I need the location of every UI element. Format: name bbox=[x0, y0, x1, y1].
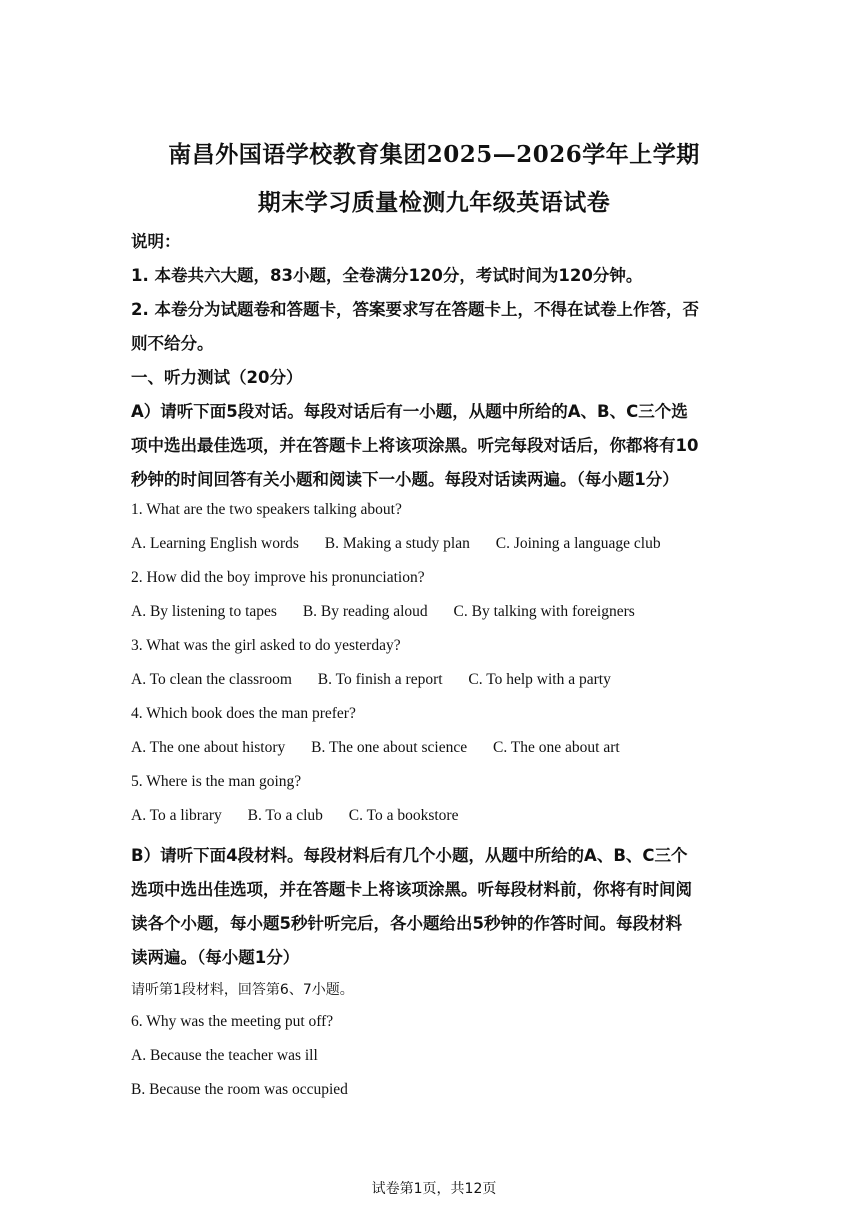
partA-instructions-line2: 项中选出最佳选项，并在答题卡上将该项涂黑。听完每段对话后，你都将有10 bbox=[131, 436, 699, 455]
partB-instructions-line4: 读两遍。（每小题1分） bbox=[131, 948, 300, 967]
instruction-item-2-line1: 2. 本卷分为试题卷和答题卡，答案要求写在答题卡上，不得在试卷上作答，否 bbox=[131, 300, 699, 319]
instruction-item-2-line2: 则不给分。 bbox=[131, 334, 214, 353]
option-c: C. To help with a party bbox=[468, 671, 611, 688]
question-5-options bbox=[131, 807, 480, 825]
question-6-option-b: B. Because the room was occupied bbox=[131, 1081, 348, 1098]
exam-title-line1: 南昌外国语学校教育集团2025—2026学年上学期 bbox=[168, 141, 700, 168]
option-a: A. By listening to tapes bbox=[131, 603, 277, 620]
partB-instructions-line2: 选项中选出佳选项，并在答题卡上将该项涂黑。听每段材料前，你将有时间阅 bbox=[131, 880, 692, 899]
question-2: 2. How did the boy improve his pronunciation? bbox=[131, 569, 425, 586]
question-2-options bbox=[131, 603, 657, 621]
option-a: A. The one about history bbox=[131, 739, 286, 756]
option-c: C. By talking with foreigners bbox=[453, 603, 635, 620]
question-6-option-a: A. Because the teacher was ill bbox=[131, 1047, 318, 1064]
instructions-label: 说明： bbox=[131, 232, 181, 251]
question-5: 5. Where is the man going? bbox=[131, 773, 302, 790]
section-title-listening: 一、听力测试（20分） bbox=[131, 368, 303, 387]
exam-title-line2: 期末学习质量检测九年级英语试卷 bbox=[257, 189, 611, 216]
option-b: B. To a club bbox=[247, 807, 323, 824]
question-3: 3. What was the girl asked to do yesterday? bbox=[131, 637, 401, 654]
partB-instructions-line3: 读各个小题，每小题5秒针听完后，各小题给出5秒钟的作答时间。每段材料 bbox=[131, 914, 682, 933]
question-1: 1. What are the two speakers talking about? bbox=[131, 501, 402, 518]
option-a: A. To clean the classroom bbox=[131, 671, 292, 688]
option-a: A. Learning English words bbox=[131, 535, 299, 552]
option-b: B. By reading aloud bbox=[302, 603, 428, 620]
option-c: C. To a bookstore bbox=[348, 807, 459, 824]
question-4-options bbox=[131, 739, 642, 757]
question-1-options bbox=[131, 535, 683, 553]
question-6: 6. Why was the meeting put off? bbox=[131, 1013, 334, 1030]
option-b: B. Making a study plan bbox=[324, 535, 470, 552]
question-3-options bbox=[131, 671, 633, 689]
partA-instructions-line1: A）请听下面5段对话。每段对话后有一小题，从题中所给的A、B、C三个选 bbox=[131, 402, 688, 421]
option-c: C. Joining a language club bbox=[495, 535, 661, 552]
partB-instructions-line1: B）请听下面4段材料。每段材料后有几个小题，从题中所给的A、B、C三个 bbox=[131, 846, 688, 865]
option-b: B. The one about science bbox=[311, 739, 468, 756]
option-c: C. The one about art bbox=[492, 739, 620, 756]
question-4: 4. Which book does the man prefer? bbox=[131, 705, 356, 722]
page-footer: 试卷第1页，共12页 bbox=[371, 1181, 497, 1197]
option-b: B. To finish a report bbox=[317, 671, 443, 688]
partA-instructions-line3: 秒钟的时间回答有关小题和阅读下一小题。每段对话读两遍。（每小题1分） bbox=[131, 470, 679, 489]
instruction-item-1: 1. 本卷共六大题，83小题，全卷满分120分，考试时间为120分钟。 bbox=[131, 266, 643, 285]
option-a: A. To a library bbox=[131, 807, 222, 824]
material-1-note: 请听第1段材料，回答第6、7小题。 bbox=[131, 982, 354, 998]
